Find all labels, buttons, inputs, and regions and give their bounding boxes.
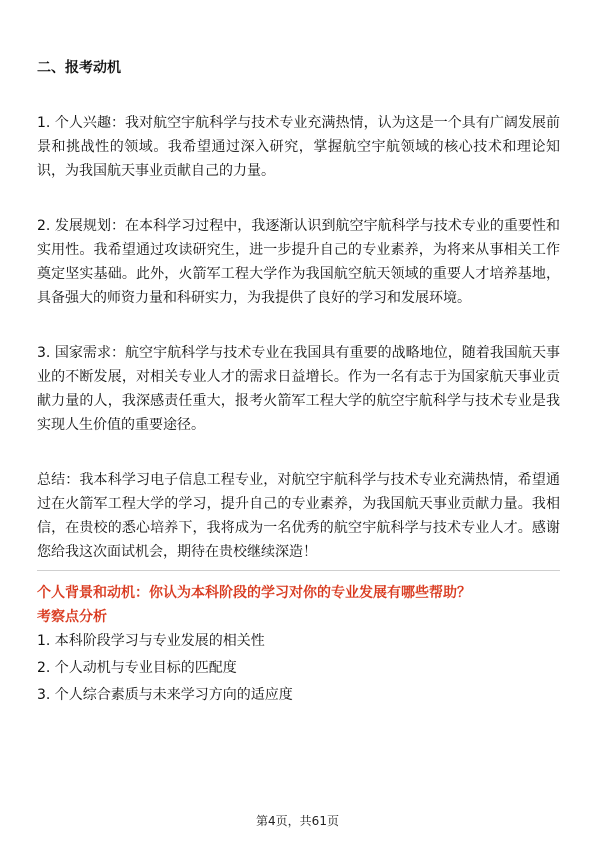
paragraph-national-need: 3. 国家需求：航空宇航科学与技术专业在我国具有重要的战略地位，随着我国航天事业的不断发展，对相关专业人才的需求日益增长。作为一名有志于为国家航天事业贡献力量的人，我深感责任重大，报考火箭军工程大学的航空宇航科学与技术专业是我实现人生价值的重要途径。 <box>37 345 560 433</box>
section-heading: 二、报考动机 <box>37 60 121 76</box>
analysis-heading: 考察点分析 <box>37 609 107 625</box>
page-content <box>37 56 560 710</box>
list-item: 1. 本科阶段学习与专业发展的相关性 <box>37 633 265 649</box>
page-number: 第4页，共61页 <box>256 814 339 828</box>
list-item: 3. 个人综合素质与未来学习方向的适应度 <box>37 687 293 703</box>
section-divider <box>37 570 560 571</box>
analysis-list <box>37 629 560 707</box>
interview-question: 个人背景和动机：你认为本科阶段的学习对你的专业发展有哪些帮助？ <box>37 585 471 601</box>
list-item: 2. 个人动机与专业目标的匹配度 <box>37 660 237 676</box>
paragraph-development-plan: 2. 发展规划：在本科学习过程中，我逐渐认识到航空宇航科学与技术专业的重要性和实用性。我希望通过攻读研究生，进一步提升自己的专业素养，为将来从事相关工作奠定坚实基础。此外，火箭军工程大学作为我国航空航天领域的重要人才培养基地，具备强大的师资力量和科研实力，为我提供了良好的学习和发展环境。 <box>37 218 560 306</box>
paragraph-personal-interest: 1. 个人兴趣：我对航空宇航科学与技术专业充满热情，认为这是一个具有广阔发展前景和挑战性的领域。我希望通过深入研究，掌握航空宇航领域的核心技术和理论知识，为我国航天事业贡献自己的力量。 <box>37 115 560 179</box>
paragraph-summary: 总结：我本科学习电子信息工程专业，对航空宇航科学与技术专业充满热情，希望通过在火箭军工程大学的学习，提升自己的专业素养，为我国航天事业贡献力量。我相信，在贵校的悉心培养下，我将成为一名优秀的航空宇航科学与技术专业人才。感谢您给我这次面试机会，期待在贵校继续深造！ <box>37 472 560 560</box>
